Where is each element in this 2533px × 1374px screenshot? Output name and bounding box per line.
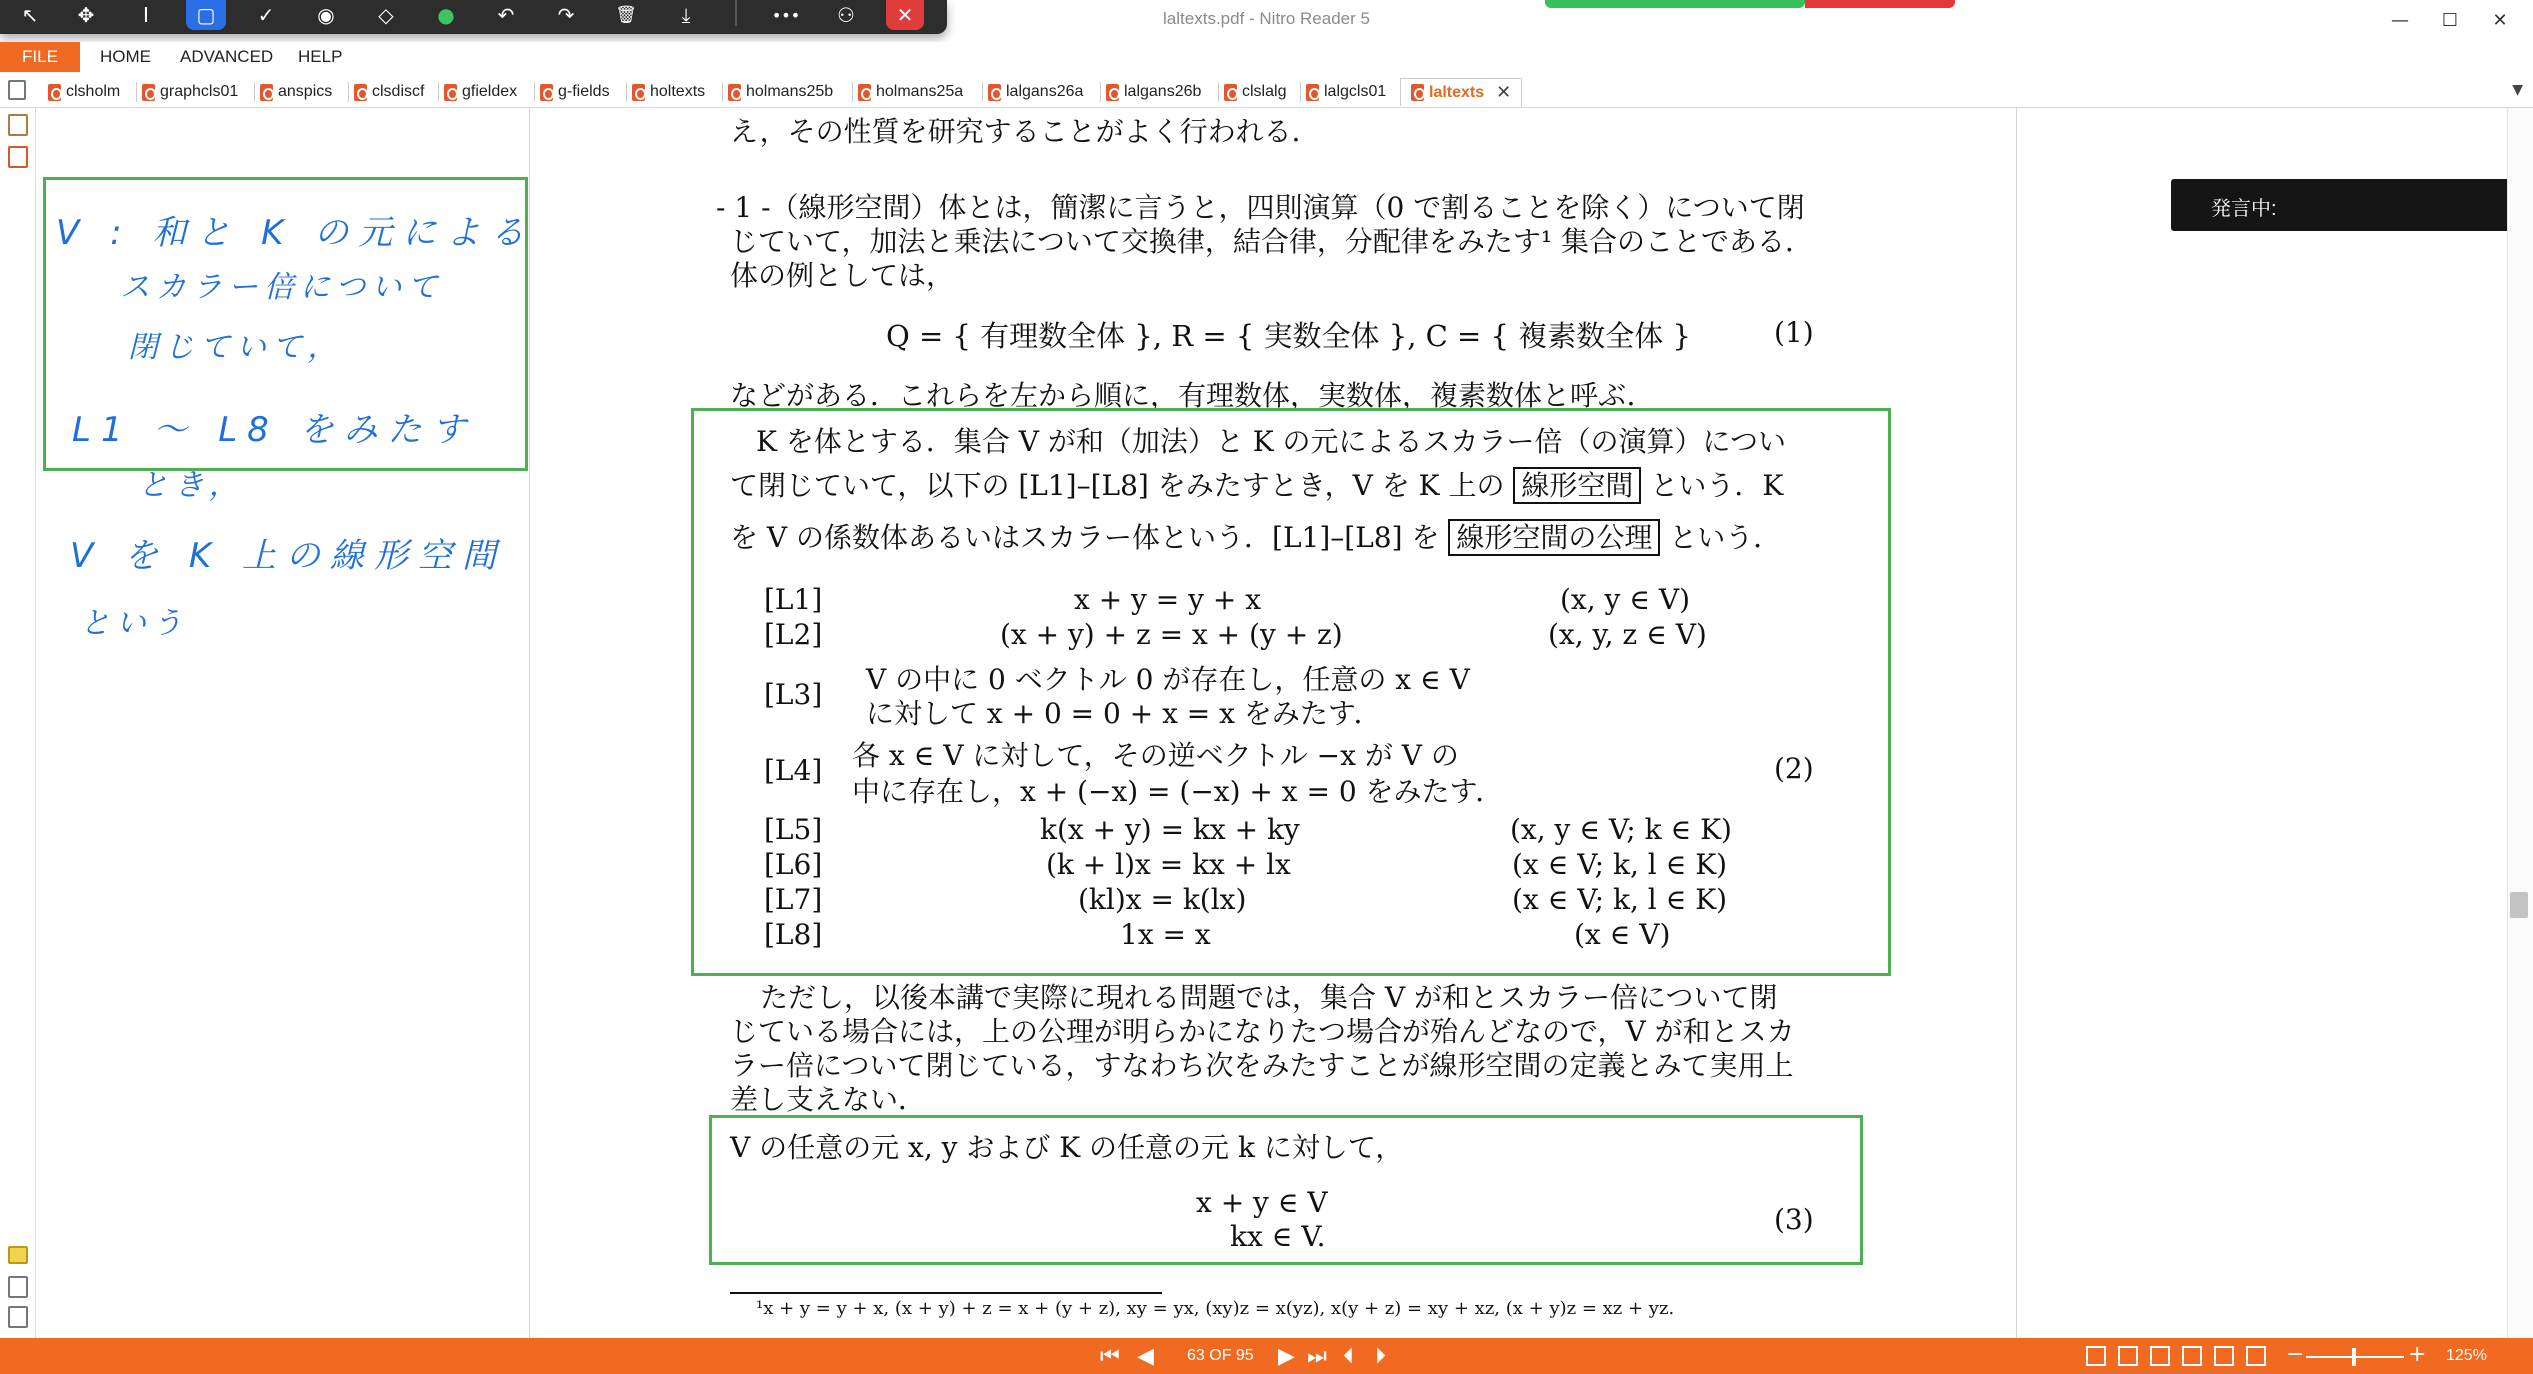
axiom-equation: V の中に 0 ベクトル 0 が存在し，任意の x ∈ V [866,663,1470,696]
tab-gfieldex[interactable] [444,78,517,106]
vertical-scrollbar[interactable] [2507,108,2533,1338]
axiom-tag: [L6] [764,848,823,881]
definition-text-part: を V の係数体あるいはスカラー体という．[L1]–[L8] を [730,521,1440,554]
left-panel-strip [0,108,36,1338]
page-left-edge [529,108,530,1338]
tab-label: clslalg [1242,83,1287,100]
forward-view-button[interactable]: ⏵ [1375,1344,1387,1369]
single-page-view-icon[interactable] [2086,1346,2106,1366]
definition-text-part: という． [1669,521,1782,554]
layers-panel-icon[interactable] [8,1306,28,1328]
tab-holmans25a[interactable] [858,78,963,106]
tab-divider [1300,82,1301,102]
close-toolbar-icon[interactable]: ✕ [886,0,924,30]
pdf-icon [1411,84,1424,101]
handwritten-note-line: L1 〜 L8 をみたす [72,410,476,450]
doc-text: え，その性質を研究することがよく行われる． [730,115,1320,148]
doc-text: 体の例としては， [730,259,955,292]
definition-text: K を体とする．集合 V が和（加法）と K の元によるスカラー倍（の演算）につい [756,425,1787,458]
footnote: ¹x + y = y + x, (x + y) + z = x + (y + z), xy = yx, (xy)z = x(yz), x(y + z) = xy + xz, (x + y)z = xz + yz. [756,1298,1675,1319]
tab-label: clsdiscf [372,83,425,100]
live-caption-box: 発言中: [2171,179,2511,231]
doc-text: ラー倍について閉じている，すなわち次をみたすことが線形空間の定義とみて実用上 [730,1049,1794,1082]
axiom-condition: (x, y, z ∈ V) [1548,618,1707,651]
doc-text: 差し支えない． [730,1083,927,1116]
tab-divider [722,82,723,102]
download-icon[interactable]: ⤓ [681,3,691,27]
tab-clsholm[interactable] [48,78,120,106]
axiom-equation: (kl)x = k(lx) [1078,883,1247,916]
tab-holtexts[interactable] [632,78,705,106]
pdf-icon [728,84,741,101]
person-settings-icon[interactable]: ⚇ [837,3,855,27]
tab-label: holmans25b [746,83,834,100]
axiom-equation: (k + l)x = kx + lx [1046,848,1291,881]
tab-divider [136,82,137,102]
chevron-down-icon[interactable]: ▼ [2512,82,2523,98]
page-icon[interactable] [8,80,26,100]
check-icon[interactable]: ✓ [257,3,275,27]
trash-icon[interactable]: 🗑 [615,5,637,25]
axiom-condition: (x, y ∈ V) [1560,583,1691,616]
comments-panel-icon[interactable] [8,1246,28,1264]
equation-3-line: x + y ∈ V [1196,1186,1328,1219]
tab-divider [254,82,255,102]
color-dot-icon[interactable]: ● [437,3,455,27]
handwritten-note-line: とき， [138,468,245,503]
undo-icon[interactable]: ↶ [497,3,515,27]
zoom-out-button[interactable]: − [2286,1342,2305,1367]
tab-label: laltexts [1429,83,1485,101]
axiom-condition: (x ∈ V) [1574,918,1671,951]
axiom-tag: [L4] [764,754,823,787]
tab-laltexts[interactable] [1400,78,1522,106]
menu-home[interactable]: HOME [100,47,151,66]
doc-text: じている場合には，上の公理が明らかになりたつ場合が殆んどなので，V が和とスカ [730,1015,1795,1048]
facing-continuous-view-icon[interactable] [2182,1346,2202,1366]
text-cursor-icon[interactable]: I [143,3,149,27]
window-close-button[interactable]: ✕ [2492,9,2508,31]
rectangle-tool-icon[interactable]: ▢ [186,0,226,30]
redo-icon[interactable]: ↷ [557,3,575,27]
tab-label: lalgans26a [1006,83,1084,100]
equation-number: (1) [1774,316,1814,349]
tab-divider [1218,82,1219,102]
annotation-toolbar [0,0,947,34]
definition-text-part: という．K [1650,469,1784,502]
axiom-equation: x + y = y + x [1074,583,1262,616]
axiom-equation: (x + y) + z = x + (y + z) [1000,618,1343,651]
close-tab-icon[interactable]: ✕ [1496,82,1512,102]
pdf-icon [444,84,457,101]
tab-divider [982,82,983,102]
move-icon[interactable]: ✥ [77,3,95,27]
tab-divider [626,82,627,102]
axiom-equation: 中に存在し，x + (−x) = (−x) + x = 0 をみたす． [852,775,1504,808]
file-menu[interactable]: FILE [0,42,80,72]
back-view-button[interactable]: ⏴ [1343,1344,1355,1369]
definition-text [730,516,1781,556]
handwritten-note-line: 閉じていて， [128,330,344,365]
menu-help[interactable]: HELP [298,47,343,66]
term-axioms: 線形空間の公理 [1448,519,1660,556]
term-linear-space: 線形空間 [1513,467,1641,504]
pdf-icon [540,84,553,101]
pdf-icon [354,84,367,101]
recording-level-red [1805,0,1955,8]
last-page-button[interactable]: ⏭ [1307,1344,1327,1369]
tab-clsdiscf[interactable] [354,78,424,106]
page-right-edge [2016,108,2017,1338]
tab-bar [0,76,2533,108]
menu-advanced[interactable]: ADVANCED [180,47,274,66]
next-page-button[interactable]: ▶ [1278,1344,1295,1369]
toolbar-separator [735,0,737,26]
select-arrow-icon[interactable]: ↖ [21,3,39,27]
equation-number: (2) [1774,752,1814,785]
first-page-button[interactable]: ⏮ [1100,1344,1120,1369]
tab-label: lalgans26b [1124,83,1202,100]
tab-holmans25b[interactable] [728,78,833,106]
axiom-tag: [L7] [764,883,823,916]
pdf-icon [632,84,645,101]
equation-1: Q = { 有理数全体 }, R = { 実数全体 }, C = { 複素数全体 } [886,319,1691,353]
stamp-icon[interactable]: ◉ [317,3,335,27]
tab-anspics[interactable] [260,78,332,106]
axiom-equation: 1x = x [1120,918,1211,951]
doc-text: V の任意の元 x, y および K の任意の元 k に対して， [730,1131,1404,1164]
tab-label: graphcls01 [160,83,239,100]
pdf-icon [1106,84,1119,101]
fit-width-icon[interactable] [2214,1346,2234,1366]
axiom-tag: [L8] [764,918,823,951]
tab-divider [438,82,439,102]
pdf-icon [1224,84,1237,101]
axiom-tag: [L1] [764,583,823,616]
window-title: laltexts.pdf - Nitro Reader 5 [1163,9,1370,28]
pdf-icon [260,84,273,101]
continuous-view-icon[interactable] [2118,1346,2138,1366]
prev-page-button[interactable]: ◀ [1137,1344,1154,1369]
axiom-equation: 各 x ∈ V に対して，その逆ベクトル −x が V の [852,739,1459,772]
tab-label: anspics [278,83,333,100]
doc-text: ただし，以後本講で実際に現れる問題では，集合 V が和とスカラー倍について閉 [760,981,1778,1014]
more-icon[interactable]: ••• [771,5,801,25]
axiom-tag: [L2] [764,618,823,651]
tab-graphcls01[interactable] [142,78,238,106]
status-bar [0,1338,2533,1374]
tab-divider [852,82,853,102]
doc-text: - 1 -（線形空間）体とは，簡潔に言うと，四則演算（0 で割ることを除く）について閉 [716,191,1805,224]
axiom-tag: [L5] [764,813,823,846]
tab-g-fields[interactable] [540,78,610,106]
tab-lalgcls01[interactable] [1306,78,1386,106]
footnote-rule [730,1292,1162,1294]
pages-panel-icon[interactable] [8,114,28,136]
zoom-level[interactable]: 125% [2446,1347,2487,1364]
handwritten-note-line: スカラー倍について [120,270,444,305]
doc-text: などがある．これらを左から順に，有理数体，実数体，複素数体と呼ぶ． [730,379,1655,412]
pdf-icon [988,84,1001,101]
pdf-icon [1306,84,1319,101]
tab-label: holmans25a [876,83,964,100]
axiom-condition: (x ∈ V; k, l ∈ K) [1512,848,1728,881]
pdf-icon [142,84,155,101]
pdf-icon [858,84,871,101]
tab-label: g-fields [558,83,610,100]
axiom-equation: に対して x + 0 = 0 + x = x をみたす． [866,697,1382,730]
definition-text [730,464,1783,504]
recording-level-green [1545,0,1805,8]
eraser-icon[interactable]: ◇ [378,3,394,27]
tab-divider [1100,82,1101,102]
axiom-equation: k(x + y) = kx + ky [1040,813,1300,846]
tab-lalgans26a[interactable] [988,78,1083,106]
tab-label: holtexts [650,83,706,100]
handwritten-note-line: V を K 上の線形空間 [70,536,506,576]
tab-label: lalgcls01 [1324,83,1387,100]
tab-clslalg[interactable] [1224,78,1286,106]
page-number-field[interactable]: 63 OF 95 [1187,1347,1254,1364]
pdf-icon [48,84,61,101]
equation-3-line: kx ∈ V. [1230,1220,1326,1253]
menu-bar [0,42,2533,74]
equation-number: (3) [1774,1203,1814,1236]
doc-text: じていて，加法と乗法について交換律，結合律，分配律をみたす¹ 集合のことである． [730,225,1814,258]
definition-text-part: て閉じていて，以下の [L1]–[L8] をみたすとき，V を K 上の [730,469,1505,502]
handwritten-note-line: V : 和と K の元による [56,213,535,253]
axiom-condition: (x, y ∈ V; k ∈ K) [1510,813,1732,846]
facing-view-icon[interactable] [2150,1346,2170,1366]
zoom-in-button[interactable]: + [2408,1342,2427,1367]
tab-divider [348,82,349,102]
tab-divider [534,82,535,102]
fit-page-icon[interactable] [2246,1346,2266,1366]
attachments-panel-icon[interactable] [8,1276,28,1298]
tab-label: clsholm [66,83,121,100]
axiom-tag: [L3] [764,678,823,711]
axiom-condition: (x ∈ V; k, l ∈ K) [1512,883,1728,916]
tab-lalgans26b[interactable] [1106,78,1201,106]
minimize-button[interactable]: — [2391,9,2409,31]
tab-label: gfieldex [462,83,518,100]
handwritten-note-line: という [80,606,188,641]
bookmarks-panel-icon[interactable] [8,146,28,168]
scrollbar-thumb[interactable] [2510,892,2528,918]
maximize-button[interactable]: ☐ [2441,9,2459,31]
zoom-slider-knob[interactable] [2352,1348,2356,1366]
